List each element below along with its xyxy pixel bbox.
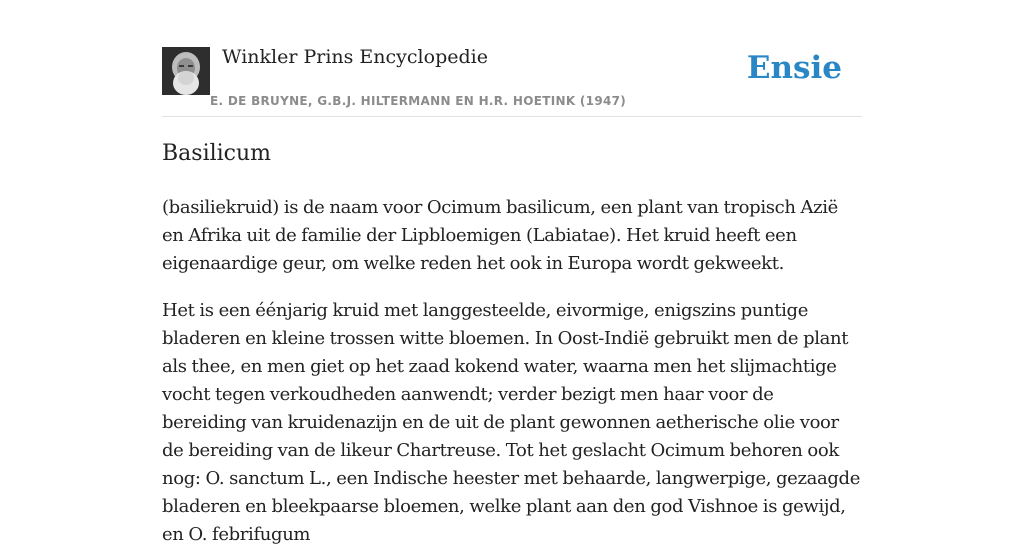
source-title[interactable]: Winkler Prins Encyclopedie	[222, 46, 488, 68]
header	[162, 0, 862, 117]
article	[162, 138, 862, 549]
article-paragraph: Het is een éénjarig kruid met langgesteelde, eivormige, enigszins puntige bladeren en kleine trossen witte bloemen. In Oost-Indië gebruikt men de plant als thee, en men giet op het zaad kokend water, waarna men het slijmachtige vocht tegen verkoudheden aanwendt; verder bezigt men haar voor de bereiding van kruidenazijn en de uit de plant gewonnen aetherische olie voor de bereiding van de likeur Chartreuse. Tot het geslacht Ocimum behoren ook nog: O. sanctum L., een Indische heester met behaarde, langwerpige, gezaagde bladeren en bleekpaarse bloemen, welke plant aan den god Vishnoe is gewijd, en O. febrifugum	[162, 300, 861, 545]
author-avatar[interactable]	[162, 47, 210, 95]
authors-line: E. DE BRUYNE, G.B.J. HILTERMANN EN H.R. HOETINK (1947)	[210, 94, 627, 108]
article-title: Basilicum	[162, 141, 272, 166]
brand-logo[interactable]: Ensie	[746, 50, 842, 86]
article-paragraph: (basiliekruid) is de naam voor Ocimum basilicum, een plant van tropisch Azië en Afrika uit de familie der Lipbloemigen (Labiatae). Het kruid heeft een eigenaardige geur, om welke reden het ook in Europa wordt gekweekt.	[162, 197, 838, 274]
portrait-icon	[162, 47, 210, 95]
